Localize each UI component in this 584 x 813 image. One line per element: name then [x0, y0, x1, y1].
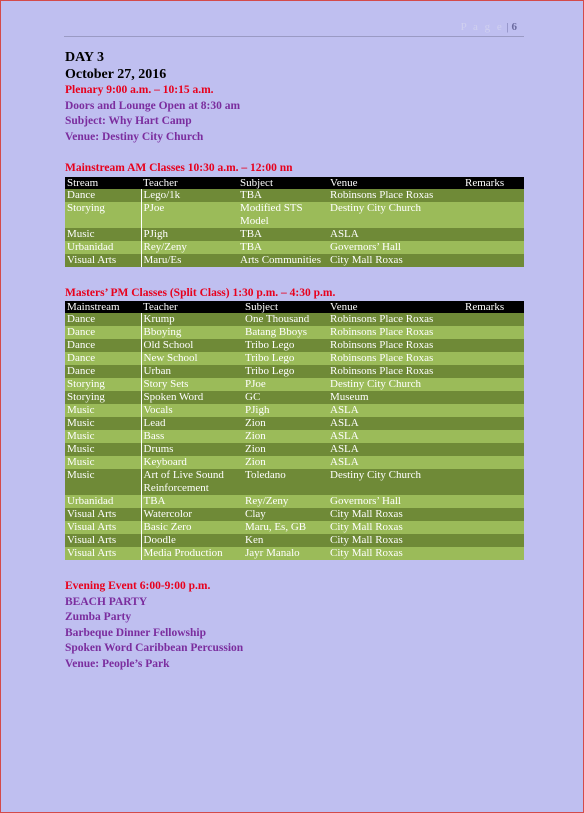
table-cell: Media Production — [141, 547, 243, 560]
table-row — [65, 189, 524, 202]
table-cell: Music — [65, 228, 141, 241]
table-cell — [463, 313, 524, 326]
table-cell: Dance — [65, 313, 141, 326]
table-cell: Music — [65, 430, 141, 443]
table-cell — [463, 404, 524, 417]
table-cell: Krump — [141, 313, 243, 326]
page-label: P a g e — [460, 21, 504, 33]
table-cell: Robinsons Place Roxas — [328, 339, 463, 352]
table-row — [65, 508, 524, 521]
table-row — [65, 365, 524, 378]
table-cell: Rey/Zeny — [141, 241, 238, 254]
table-cell: Destiny City Church — [328, 469, 463, 495]
table-cell: PJoe — [243, 378, 328, 391]
table-cell: Storying — [65, 378, 141, 391]
table-cell: Urbanidad — [65, 241, 141, 254]
table-cell: Tribo Lego — [243, 365, 328, 378]
table-row — [65, 456, 524, 469]
plenary-time: Plenary 9:00 a.m. – 10:15 a.m. — [65, 84, 214, 96]
table-cell: Destiny City Church — [328, 378, 463, 391]
evening-line: Barbeque Dinner Fellowship — [65, 626, 206, 639]
table-cell: Jayr Manalo — [243, 547, 328, 560]
table-cell — [463, 352, 524, 365]
table-cell — [463, 241, 524, 254]
table-cell: Tribo Lego — [243, 339, 328, 352]
table-cell: Arts Communities — [238, 254, 328, 267]
table-row — [65, 521, 524, 534]
table-row — [65, 326, 524, 339]
table-row — [65, 241, 524, 254]
table-cell: Music — [65, 404, 141, 417]
table-cell — [463, 417, 524, 430]
table-cell: Dance — [65, 365, 141, 378]
table-cell — [463, 365, 524, 378]
table-cell: Drums — [141, 443, 243, 456]
table-row — [65, 547, 524, 560]
table-row — [65, 534, 524, 547]
table-cell: Music — [65, 456, 141, 469]
table-cell: Zion — [243, 417, 328, 430]
table-cell: ASLA — [328, 404, 463, 417]
evening-line: BEACH PARTY — [65, 595, 148, 608]
evening-title: Evening Event 6:00-9:00 p.m. — [65, 580, 211, 592]
column-header: Remarks — [463, 177, 524, 189]
table-row — [65, 254, 524, 267]
table-row — [65, 378, 524, 391]
table-cell: Robinsons Place Roxas — [328, 365, 463, 378]
table-cell: ASLA — [328, 443, 463, 456]
table-row — [65, 443, 524, 456]
table-row — [65, 469, 524, 495]
table-cell: Visual Arts — [65, 547, 141, 560]
table-cell — [463, 391, 524, 404]
table-cell: Spoken Word — [141, 391, 243, 404]
table-cell — [463, 430, 524, 443]
table-cell — [463, 534, 524, 547]
table-row — [65, 495, 524, 508]
table-cell: TBA — [238, 189, 328, 202]
table-cell: Art of Live Sound Reinforcement — [141, 469, 243, 495]
table-cell: Robinsons Place Roxas — [328, 189, 463, 202]
table-cell — [463, 202, 524, 228]
column-header: Subject — [238, 177, 328, 189]
table-cell: Watercolor — [141, 508, 243, 521]
table-cell: Dance — [65, 189, 141, 202]
pm-classes-title: Masters’ PM Classes (Split Class) 1:30 p.m. – 4:30 p.m. — [65, 286, 336, 299]
table-cell: Governors’ Hall — [328, 495, 463, 508]
column-header: Subject — [243, 301, 328, 313]
table-cell — [463, 228, 524, 241]
column-header: Mainstream — [65, 301, 141, 313]
table-cell: Clay — [243, 508, 328, 521]
table-cell — [463, 508, 524, 521]
table-cell: Maru/Es — [141, 254, 238, 267]
table-cell — [463, 469, 524, 495]
column-header: Stream — [65, 177, 141, 189]
document-content — [65, 49, 525, 672]
column-header: Teacher — [141, 301, 243, 313]
table-cell: City Mall Roxas — [328, 547, 463, 560]
table-cell: New School — [141, 352, 243, 365]
table-cell: Robinsons Place Roxas — [328, 352, 463, 365]
table-cell: Modified STS Model — [238, 202, 328, 228]
table-cell: Urban — [141, 365, 243, 378]
table-row — [65, 339, 524, 352]
table-cell: Story Sets — [141, 378, 243, 391]
table-row — [65, 430, 524, 443]
table-cell: Music — [65, 417, 141, 430]
table-cell: Storying — [65, 202, 141, 228]
table-cell: Lego/1k — [141, 189, 238, 202]
day-date: October 27, 2016 — [65, 67, 167, 82]
table-cell: Zion — [243, 443, 328, 456]
table-cell: ASLA — [328, 228, 463, 241]
table-cell — [463, 339, 524, 352]
table-cell: ASLA — [328, 417, 463, 430]
evening-line: Zumba Party — [65, 611, 132, 623]
table-cell: City Mall Roxas — [328, 534, 463, 547]
page-separator: | — [506, 21, 512, 33]
column-header: Remarks — [463, 301, 524, 313]
table-row — [65, 202, 524, 228]
header-rule — [64, 36, 524, 37]
am-classes-title: Mainstream AM Classes 10:30 a.m. – 12:00 nn — [65, 162, 293, 174]
table-cell: Governors’ Hall — [328, 241, 463, 254]
table-cell: TBA — [238, 228, 328, 241]
table-cell: Robinsons Place Roxas — [328, 326, 463, 339]
table-cell: Lead — [141, 417, 243, 430]
table-cell: Old School — [141, 339, 243, 352]
table-cell: Zion — [243, 456, 328, 469]
table-cell: Music — [65, 443, 141, 456]
table-cell: Bboying — [141, 326, 243, 339]
table-cell: One Thousand — [243, 313, 328, 326]
table-cell: ASLA — [328, 430, 463, 443]
table-cell: Visual Arts — [65, 534, 141, 547]
table-cell — [463, 456, 524, 469]
table-cell: Robinsons Place Roxas — [328, 313, 463, 326]
table-cell: Ken — [243, 534, 328, 547]
table-cell: City Mall Roxas — [328, 254, 463, 267]
pm-classes-table — [65, 301, 525, 560]
table-cell: Destiny City Church — [328, 202, 463, 228]
table-cell: Maru, Es, GB — [243, 521, 328, 534]
table-cell — [463, 378, 524, 391]
table-cell — [463, 326, 524, 339]
table-cell — [463, 189, 524, 202]
table-cell: City Mall Roxas — [328, 521, 463, 534]
table-cell: GC — [243, 391, 328, 404]
table-cell: Storying — [65, 391, 141, 404]
am-table-header-row — [65, 177, 524, 189]
table-cell — [463, 521, 524, 534]
table-cell: Visual Arts — [65, 521, 141, 534]
table-cell — [463, 443, 524, 456]
column-header: Teacher — [141, 177, 238, 189]
column-header: Venue — [328, 177, 463, 189]
table-cell: Rey/Zeny — [243, 495, 328, 508]
table-cell: TBA — [238, 241, 328, 254]
table-cell — [463, 547, 524, 560]
table-cell: Visual Arts — [65, 508, 141, 521]
plenary-venue: Venue: Destiny City Church — [65, 130, 204, 143]
table-cell: Toledano — [243, 469, 328, 495]
table-row — [65, 417, 524, 430]
table-cell: Museum — [328, 391, 463, 404]
plenary-subject: Subject: Why Hart Camp — [65, 115, 192, 127]
table-cell: Bass — [141, 430, 243, 443]
table-row — [65, 352, 524, 365]
page-number: 6 — [511, 21, 517, 33]
table-row — [65, 313, 524, 326]
table-cell: ASLA — [328, 456, 463, 469]
table-cell: PJigh — [243, 404, 328, 417]
table-row — [65, 391, 524, 404]
table-cell: Dance — [65, 352, 141, 365]
table-cell: Doodle — [141, 534, 243, 547]
table-cell: TBA — [141, 495, 243, 508]
table-cell: Dance — [65, 326, 141, 339]
table-cell: Vocals — [141, 404, 243, 417]
table-cell: PJoe — [141, 202, 238, 228]
table-row — [65, 228, 524, 241]
table-cell: Basic Zero — [141, 521, 243, 534]
table-cell: City Mall Roxas — [328, 508, 463, 521]
table-cell: Music — [65, 469, 141, 495]
table-cell: Tribo Lego — [243, 352, 328, 365]
table-row — [65, 404, 524, 417]
table-cell: Visual Arts — [65, 254, 141, 267]
column-header: Venue — [328, 301, 463, 313]
table-cell: Dance — [65, 339, 141, 352]
table-cell: Batang Bboys — [243, 326, 328, 339]
am-classes-table — [65, 177, 525, 267]
day-label: DAY 3 — [65, 50, 105, 65]
page-number-header — [461, 21, 517, 33]
table-cell: Zion — [243, 430, 328, 443]
table-cell: Urbanidad — [65, 495, 141, 508]
table-cell: PJigh — [141, 228, 238, 241]
evening-line: Spoken Word Caribbean Percussion — [65, 642, 244, 654]
plenary-doors: Doors and Lounge Open at 8:30 am — [65, 99, 241, 112]
table-cell — [463, 495, 524, 508]
evening-line: Venue: People’s Park — [65, 657, 170, 670]
table-cell: Keyboard — [141, 456, 243, 469]
pm-table-header-row — [65, 301, 524, 313]
table-cell — [463, 254, 524, 267]
